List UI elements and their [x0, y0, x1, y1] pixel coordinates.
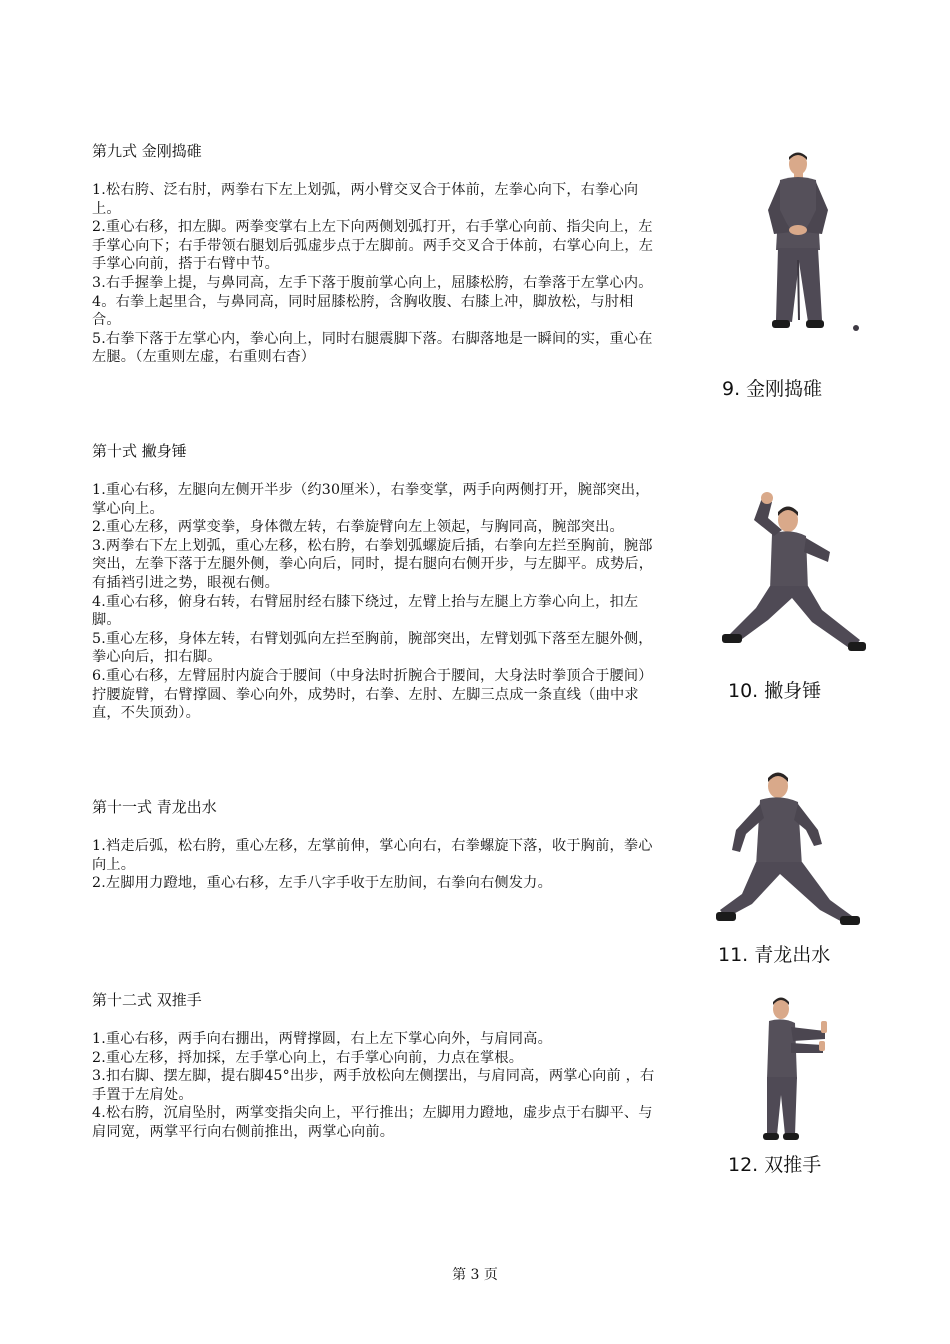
step-item: 3.右手握拳上提，与鼻同高，左手下落于腹前掌心向上，屈膝松胯，右拳落于左掌心内。	[92, 274, 653, 291]
section-title: 第十式 撇身锤	[92, 442, 187, 460]
section-title: 第九式 金刚捣碓	[92, 142, 202, 160]
step-item: 5.右拳下落于左掌心内，拳心向上，同时右腿震脚下落。右脚落地是一瞬间的实，重心在左腿。（左重则左虚，右重则右杳）	[92, 330, 653, 366]
section-title: 第十一式 青龙出水	[92, 798, 217, 816]
step-list	[92, 1030, 662, 1142]
figure-10-caption: 10. 撇身锤	[728, 680, 822, 702]
step-item: 4。右拳上起里合，与鼻同高，同时屈膝松胯，含胸收腹、右膝上冲，脚放松，与肘相合。	[92, 293, 634, 329]
figure-10-image	[712, 490, 867, 660]
section-10	[92, 441, 662, 723]
step-item: 1.重心右移，两手向右掤出，两臂撑圆，右上左下掌心向外，与肩同高。	[92, 1031, 552, 1047]
step-item: 2.左脚用力蹬地，重心右移，左手八字手收于左肋间，右拳向右侧发力。	[92, 875, 552, 892]
figure-12-image	[755, 995, 845, 1145]
step-item: 3.两拳右下左上划弧，重心左移，松右胯，右拳划弧螺旋后插，右拳向左拦至胸前，腕部突出，左拳下落于左腿外侧，拳心向后，同时，提右腿向右侧开步，与左脚平。成势后，有插裆引进之势，眼视右侧。	[92, 537, 654, 591]
section-title: 第十二式 双推手	[92, 991, 202, 1009]
step-item: 1.裆走后弧，松右胯，重心左移，左掌前伸，掌心向右，右拳螺旋下落，收于胸前，拳心向上。	[92, 838, 653, 873]
step-item: 6.重心右移，左臂屈肘内旋合于腰间（中身法时折腕合于腰间，大身法时拳顶合于腰间）拧腰旋臂，右臂撑圆、拳心向外，成势时，右拳、左肘、左脚三点成一条直线（曲中求直，不失顶劲）。	[92, 667, 653, 722]
step-item: 2.重心左移，两掌变拳，身体微左转，右拳旋臂向左上领起，与胸同高，腕部突出。	[92, 519, 624, 536]
section-9	[92, 141, 662, 367]
section-11	[92, 797, 662, 893]
step-item: 1.松右胯、泛右肘，两拳右下左上划弧，两小臂交叉合于体前，左拳心向下，右拳心向上。	[92, 182, 639, 217]
step-item: 1.重心右移，左腿向左侧开半步（约30厘米），右拳变掌，两手向两侧打开，腕部突出，掌心向上。	[92, 482, 650, 517]
step-item: 4.重心右移，俯身右转，右臂屈肘经右膝下绕过，左臂上抬与左腿上方拳心向上，扣左脚。	[92, 593, 639, 629]
step-list	[92, 181, 662, 367]
figure-9-image	[752, 150, 862, 340]
step-item: 3.扣右脚、摆左脚，提右脚45°出步，两手放松向左侧摆出，与肩同高，两掌心向前 ，右手置于左肩处。	[92, 1068, 655, 1103]
figure-11-caption: 11. 青龙出水	[718, 944, 831, 966]
step-list	[92, 481, 662, 723]
page-number: 第 3 页	[452, 1267, 498, 1283]
step-item: 5.重心左移，身体左转，右臂划弧向左拦至胸前，腕部突出，左臂划弧下落至左腿外侧，拳心向后，扣右脚。	[92, 630, 653, 666]
step-list	[92, 837, 662, 893]
step-item: 2.重心右移，扣左脚。两拳变掌右上左下向两侧划弧打开，右手掌心向前、指尖向上，左手掌心向下；右手带领右腿划后弧虚步点于左脚前。两手交叉合于体前，右掌心向上，左手掌心向前，搭于右臂中节。	[92, 219, 654, 273]
figure-9-caption: 9. 金刚捣碓	[722, 378, 823, 400]
figure-11-image	[712, 770, 862, 930]
section-12	[92, 990, 662, 1142]
step-item: 4.松右胯，沉肩坠肘，两掌变指尖向上，平行推出；左脚用力蹬地，虚步点于右脚平、与肩同宽，两掌平行向右侧前推出，两掌心向前。	[92, 1105, 653, 1140]
step-item: 2.重心左移，捋加採，左手掌心向上，右手掌心向前，力点在掌根。	[92, 1049, 524, 1066]
figure-12-caption: 12. 双推手	[728, 1154, 822, 1176]
